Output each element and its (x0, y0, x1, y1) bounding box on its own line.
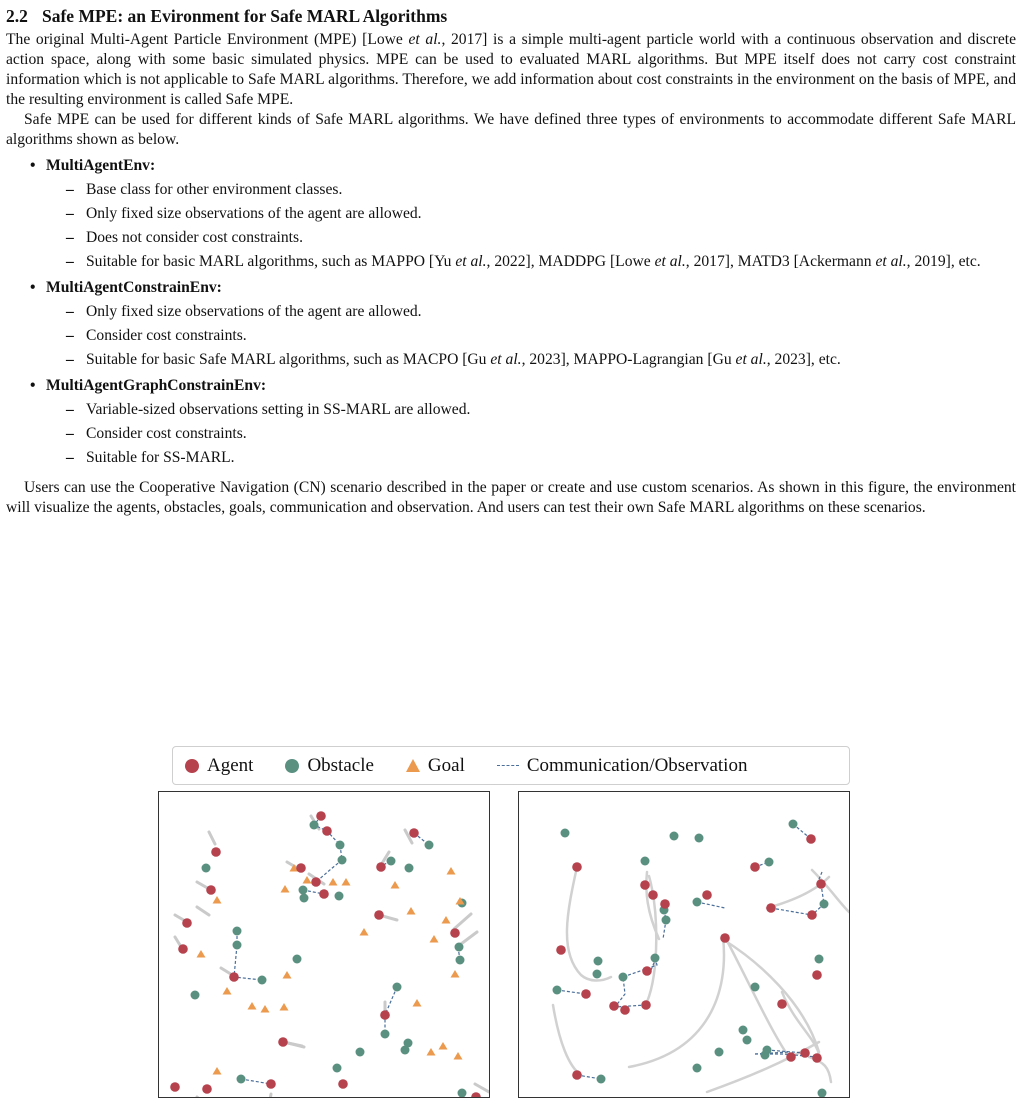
agent-trajectory (812, 870, 849, 912)
obstacle-marker-icon (285, 759, 299, 773)
agent-trajectory (553, 1005, 581, 1075)
env-feature: – Base class for other environment classes. (6, 180, 1016, 200)
obstacle-marker (381, 1030, 390, 1039)
obstacle-marker (293, 955, 302, 964)
agent-marker (609, 1001, 619, 1011)
goal-marker (329, 878, 338, 886)
agent-marker (572, 1070, 582, 1080)
obstacle-marker (751, 983, 760, 992)
obstacle-marker (818, 1089, 827, 1098)
legend-comm-label: Communication/Observation (526, 754, 748, 776)
obstacle-marker (662, 916, 671, 925)
env-feature: – Consider cost constraints. (6, 424, 1016, 444)
goal-marker (213, 1067, 222, 1075)
agent-marker (206, 885, 216, 895)
agent-trajectory (475, 1084, 489, 1092)
scenario-panel-left (158, 791, 490, 1098)
goal-marker (303, 876, 312, 884)
agent-marker (812, 1053, 822, 1063)
figure-legend (172, 746, 850, 785)
agent-trajectory (725, 937, 791, 1060)
legend-agent (185, 755, 253, 777)
obstacle-marker (789, 820, 798, 829)
env-feature: – Consider cost constraints. (6, 326, 1016, 346)
agent-marker (182, 918, 192, 928)
obstacle-marker (258, 976, 267, 985)
obstacle-marker (300, 894, 309, 903)
agent-marker (311, 877, 321, 887)
agent-marker (786, 1052, 796, 1062)
goal-marker (427, 1048, 436, 1056)
agent-marker (229, 972, 239, 982)
legend-obstacle (285, 755, 373, 777)
env-feature: – Variable-sized observations setting in SS-MARL are allowed. (6, 400, 1016, 420)
env-feature: – Only fixed size observations of the agent are allowed. (6, 302, 1016, 322)
obstacle-marker (670, 832, 679, 841)
agent-marker (660, 899, 670, 909)
obstacle-marker (310, 821, 319, 830)
obstacle-marker (455, 943, 464, 952)
agent-marker (202, 1084, 212, 1094)
agent-marker (319, 889, 329, 899)
env-feature: – Suitable for SS-MARL. (6, 448, 1016, 468)
obstacle-marker (335, 892, 344, 901)
goal-marker (430, 935, 439, 943)
agent-marker (338, 1079, 348, 1089)
goal-marker (439, 1042, 448, 1050)
agent-marker (640, 880, 650, 890)
goal-marker (280, 1003, 289, 1011)
trails-layer (169, 816, 489, 1097)
obstacle-marker (743, 1036, 752, 1045)
obstacle-marker (651, 954, 660, 963)
agent-trajectory (209, 832, 215, 844)
agent-marker (620, 1005, 630, 1015)
obstacle-marker (336, 841, 345, 850)
comm-line-icon (497, 765, 519, 766)
goal-marker (283, 971, 292, 979)
agent-trajectory (724, 940, 819, 1052)
paper-page (6, 6, 1016, 518)
goal-marker (213, 896, 222, 904)
obstacle-marker (597, 1075, 606, 1084)
agent-marker (409, 828, 419, 838)
env-title: • MultiAgentConstrainEnv: (6, 278, 1016, 298)
obstacle-marker (233, 941, 242, 950)
obs-layer (191, 821, 467, 1098)
agent-marker (648, 890, 658, 900)
obstacle-marker (387, 857, 396, 866)
agent-marker (211, 847, 221, 857)
agent-marker (581, 989, 591, 999)
comm-layer (557, 824, 824, 1079)
obstacle-marker (299, 886, 308, 895)
obstacle-marker (237, 1075, 246, 1084)
legend-goal-label: Goal (427, 754, 465, 776)
obstacle-marker (695, 834, 704, 843)
goal-marker (447, 867, 456, 875)
communication-link (385, 987, 397, 1034)
paragraph-intro: The original Multi-Agent Particle Environment (MPE) [Lowe et al., 2017] is a simple multi-agent particle world with a continuous observation and discrete action space, along with some basic simulated physics. MPE can be used to evaluated MARL algorithms. But MPE itself does not carry cost constraint information which is not applicable to Safe MARL algorithms. Therefore, we add information about cost constraints in the environment on the basis of MPE, and the resulting environment is called Safe MPE. (6, 31, 1016, 108)
env-feature: – Only fixed size observations of the agent are allowed. (6, 204, 1016, 224)
environment-figure (158, 738, 858, 1098)
obstacle-marker (693, 898, 702, 907)
obstacle-marker (393, 983, 402, 992)
agent-marker (702, 890, 712, 900)
agent-marker (572, 862, 582, 872)
legend-obstacle-label: Obstacle (307, 754, 374, 776)
agent-marker (376, 862, 386, 872)
agent-marker (816, 879, 826, 889)
obstacle-marker (553, 986, 562, 995)
agent-marker (178, 944, 188, 954)
goal-marker (391, 881, 400, 889)
obstacle-marker (761, 1051, 770, 1060)
goal-marker (407, 907, 416, 915)
agent-marker (750, 862, 760, 872)
goal-marker (248, 1002, 257, 1010)
agent-trajectory (567, 867, 611, 981)
obstacle-marker (641, 857, 650, 866)
env-multiagentconstrainenv (6, 278, 1016, 370)
env-title: • MultiAgentGraphConstrainEnv: (6, 376, 1016, 396)
env-feature-list (6, 400, 1016, 468)
agent-marker (380, 1010, 390, 1020)
agent-marker (812, 970, 822, 980)
env-feature: – Does not consider cost constraints. (6, 228, 1016, 248)
obstacle-marker (458, 1089, 467, 1098)
agent-marker (374, 910, 384, 920)
section-number: 2.2 (6, 6, 28, 26)
scenario-panel-right (518, 791, 850, 1098)
obstacle-marker (191, 991, 200, 1000)
section-heading (6, 6, 1016, 26)
agent-marker-icon (185, 759, 199, 773)
agent-trajectory (454, 914, 471, 929)
agent-marker (641, 1000, 651, 1010)
agent-marker (766, 903, 776, 913)
obstacle-marker (820, 900, 829, 909)
obstacle-marker (561, 829, 570, 838)
obstacle-marker (693, 1064, 702, 1073)
env-feature-list (6, 302, 1016, 370)
legend-agent-label: Agent (207, 754, 254, 776)
agent-trajectory (782, 992, 819, 1054)
goal-marker (451, 970, 460, 978)
communication-link (615, 958, 657, 1007)
env-feature: – Suitable for basic Safe MARL algorithms, such as MACPO [Gu et al., 2023], MAPPO-Lagrangian [Gu et al., 2023], etc. (6, 350, 1016, 370)
goal-marker-icon (406, 759, 420, 772)
paragraph-scenarios: Users can use the Cooperative Navigation (CN) scenario described in the paper or create and use custom scenarios. As shown in this figure, the environment will visualize the agents, obstacles, goals, communication and observation. And users can test their own Safe MARL algorithms on these scenarios. (6, 479, 1016, 516)
env-feature-list (6, 180, 1016, 272)
environment-list (6, 156, 1016, 468)
goal-marker (197, 950, 206, 958)
obstacle-marker (338, 856, 347, 865)
agent-marker (720, 933, 730, 943)
agent-marker (316, 811, 326, 821)
env-feature: – Suitable for basic MARL algorithms, such as MAPPO [Yu et al., 2022], MADDPG [Lowe et al., 2017], MATD3 [Ackermann et al., 2019], etc. (6, 252, 1016, 272)
goal-marker (261, 1005, 270, 1013)
goal-marker (281, 885, 290, 893)
obstacle-marker (333, 1064, 342, 1073)
legend-goal (406, 755, 465, 777)
goal-marker (360, 928, 369, 936)
section-title: Safe MPE: an Evironment for Safe MARL Algorithms (42, 6, 448, 26)
agent-marker (806, 834, 816, 844)
agent-marker (450, 928, 460, 938)
obstacle-marker (765, 858, 774, 867)
goal-marker (223, 987, 232, 995)
agent-marker (170, 1082, 180, 1092)
obstacle-marker (593, 970, 602, 979)
obstacle-marker (356, 1048, 365, 1057)
agent-marker (807, 910, 817, 920)
scenario-plot-left (159, 792, 489, 1097)
obstacle-marker (401, 1046, 410, 1055)
agent-trajectory (197, 907, 209, 915)
agent-marker (278, 1037, 288, 1047)
legend-comm (497, 755, 748, 777)
obstacle-marker (715, 1048, 724, 1057)
goal-marker (454, 1052, 463, 1060)
comm-layer (234, 816, 460, 1084)
obstacle-marker (594, 957, 603, 966)
obstacle-marker (233, 927, 242, 936)
env-multiagentenv (6, 156, 1016, 272)
communication-link (234, 931, 262, 980)
obstacle-marker (619, 973, 628, 982)
env-title: • MultiAgentEnv: (6, 156, 1016, 176)
goal-marker (342, 878, 351, 886)
obstacle-marker (202, 864, 211, 873)
goal-marker (413, 999, 422, 1007)
paragraph-types: Safe MPE can be used for different kinds of Safe MARL algorithms. We have defined three types of environments to accommodate different Safe MARL algorithms shown as below. (6, 111, 1016, 148)
agent-marker (642, 966, 652, 976)
obstacle-marker (739, 1026, 748, 1035)
agent-trajectory (267, 1094, 271, 1097)
agent-marker (777, 999, 787, 1009)
env-multiagentgraphconstrainenv (6, 376, 1016, 468)
obstacle-marker (815, 955, 824, 964)
agent-marker (322, 826, 332, 836)
agent-marker (800, 1048, 810, 1058)
agent-marker (266, 1079, 276, 1089)
agent-marker (296, 863, 306, 873)
obstacle-marker (405, 864, 414, 873)
agent-marker (556, 945, 566, 955)
obstacle-marker (456, 956, 465, 965)
obstacle-marker (425, 841, 434, 850)
goal-marker (442, 916, 451, 924)
scenario-plot-right (519, 792, 849, 1097)
goal-layer (197, 864, 465, 1075)
agent-marker (471, 1092, 481, 1097)
